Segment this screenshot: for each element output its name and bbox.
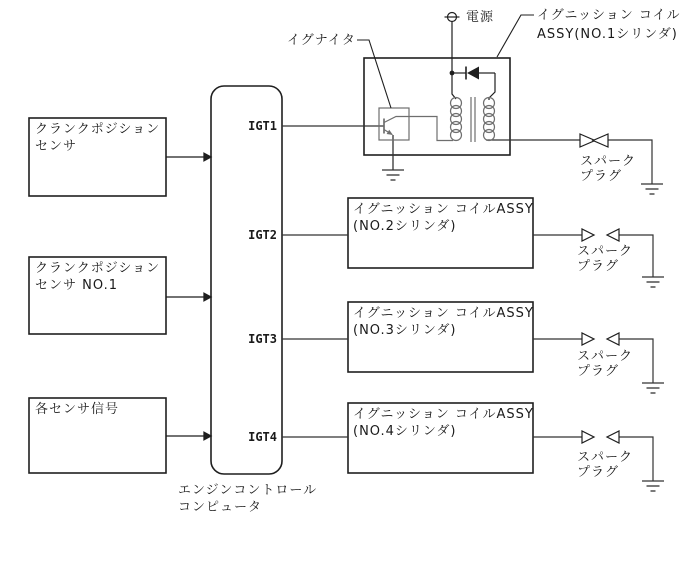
spark-gap-icon-1 (580, 134, 608, 147)
sensor-box-3-label: 各センサ信号 (35, 402, 120, 417)
signal-arrow (166, 293, 211, 301)
sensor-box-1-label: クランクポジション センサ (35, 122, 161, 154)
coil-assy-3-label: イグニッション コイルASSY (NO.3シリンダ) (353, 306, 534, 338)
spark-plug-label-4: スパーク プラグ (577, 450, 634, 480)
ecu-box (211, 86, 282, 474)
ecu-port-igt2: IGT2 (248, 227, 277, 242)
ground-icon-3 (642, 383, 664, 393)
coil-assy-1-label: イグニッション コイル ASSY(NO.1シリンダ) (537, 8, 681, 42)
ecu-port-igt3: IGT3 (248, 331, 277, 346)
spark-gap-icon-3 (582, 333, 619, 345)
spark-plug-label-3: スパーク プラグ (577, 349, 634, 379)
power-label: 電源 (466, 10, 495, 25)
igniter-label: イグナイタ (287, 33, 356, 48)
sensor-box-2-label: クランクポジション センサ NO.1 (35, 261, 161, 293)
pointer-line-coil1 (497, 15, 534, 57)
ground-icon-1 (641, 184, 663, 194)
spark-gap-icon-2 (582, 229, 619, 241)
ground-icon-2 (642, 277, 664, 287)
ecu-port-igt1: IGT1 (248, 118, 277, 133)
signal-arrow (166, 432, 211, 440)
ecu-label: エンジンコントロール コンピュータ (178, 483, 318, 515)
signal-arrow (166, 153, 211, 161)
coil-assy-4-label: イグニッション コイルASSY (NO.4シリンダ) (353, 407, 534, 439)
spark-plug-label-1: スパーク プラグ (580, 154, 637, 184)
coil-assy-2-label: イグニッション コイルASSY (NO.2シリンダ) (353, 202, 534, 234)
ground-icon-4 (642, 481, 664, 491)
ecu-port-igt4: IGT4 (248, 429, 277, 444)
spark-plug-label-2: スパーク プラグ (577, 244, 634, 274)
spark-gap-icon-4 (582, 431, 619, 443)
